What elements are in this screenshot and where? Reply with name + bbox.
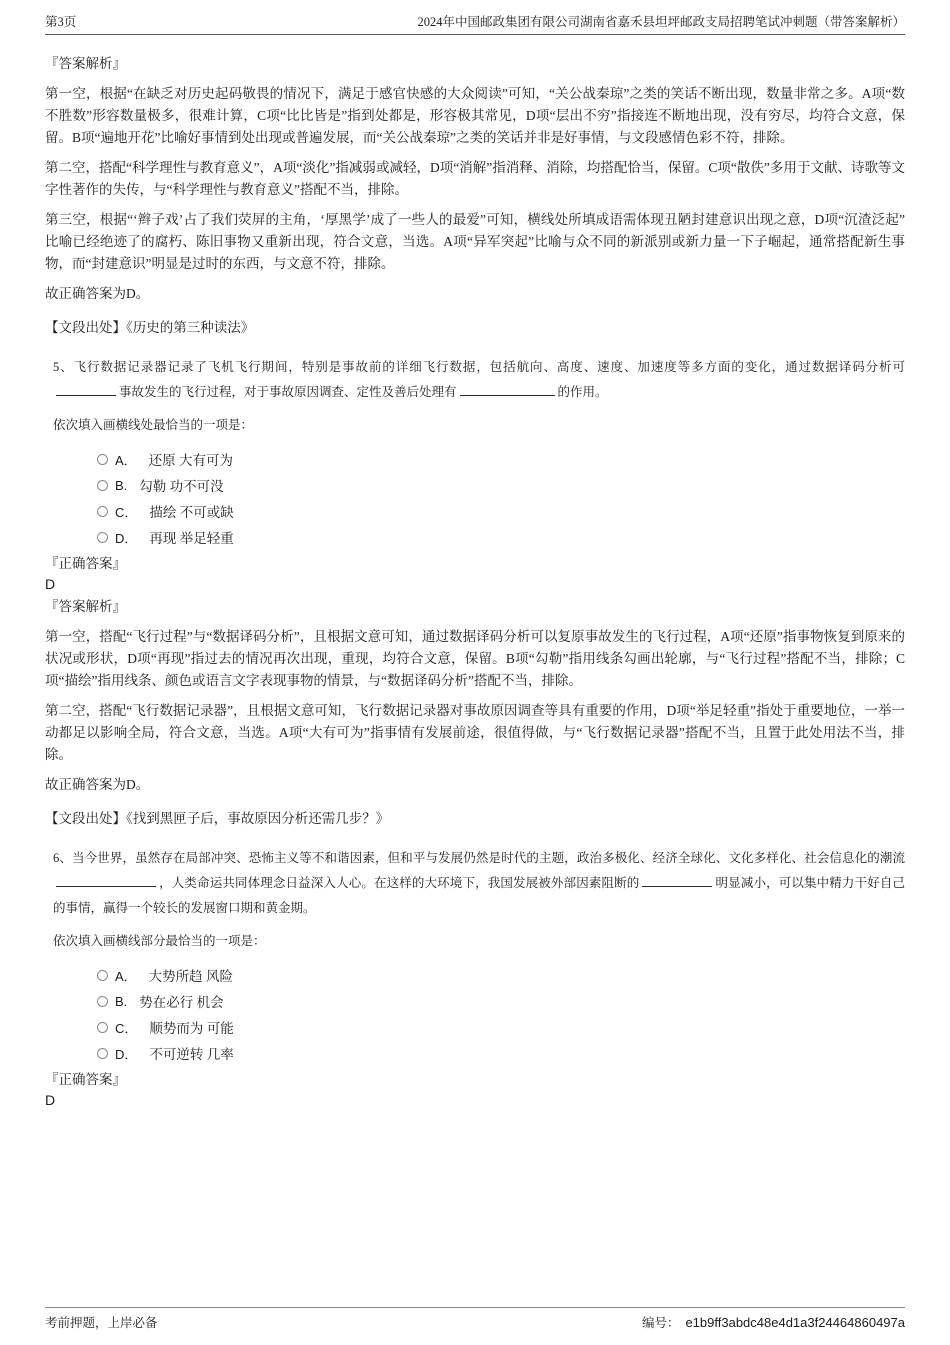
analysis-paragraph: 第二空，搭配“科学理性与教育意义”，A项“淡化”指减弱或减轻，D项“消解”指消释、消除，均搭配恰当，保留。C项“散佚”多用于文献、诗歌等文字性著作的失传，与“科学理性与教育意义”搭配不当，排除。 <box>45 160 905 197</box>
option-letter: A． <box>115 968 137 984</box>
question-5-options-group <box>97 446 905 550</box>
analysis-paragraph: 第二空，搭配“飞行数据记录器”，且根据文意可知，飞行数据记录器对事故原因调查等具有重要的作用，D项“举足轻重”指处于重要地位，一举一动都足以影响全局，符合文意，当选。A项“大有可为”指事情有发展前途，很值得做，与“飞行数据记录器”搭配不当，且置于此处用法不当，排除。 <box>45 703 905 762</box>
option-text: 大势所趋 风险 <box>148 969 234 984</box>
question-6-option-c[interactable] <box>97 1014 905 1040</box>
radio-button-icon[interactable] <box>97 454 108 465</box>
option-letter: A． <box>115 452 137 468</box>
fill-blank-underline <box>460 382 555 396</box>
question-5-stem <box>45 355 905 405</box>
question-5-option-d[interactable] <box>97 524 905 550</box>
page-content <box>45 53 905 1110</box>
question-5-prompt: 依次填入画横线处最恰当的一项是： <box>53 418 254 432</box>
footer-slogan: 考前押题，上岸必备 <box>45 1316 158 1330</box>
option-text: 顺势而为 可能 <box>149 1021 234 1036</box>
document-code-label: 编号： <box>641 1316 680 1330</box>
question-5-stem-part3: 的作用。 <box>557 385 608 399</box>
option-letter: B. <box>115 477 128 493</box>
option-text: 勾勒 功不可没 <box>139 479 224 494</box>
fill-blank-underline <box>56 382 116 396</box>
option-letter: B. <box>115 993 128 1009</box>
question-5-option-b[interactable] <box>97 472 905 498</box>
question-6-stem-part1: 6、当今世界，虽然存在局部冲突、恐怖主义等不和谐因素，但和平与发展仍然是时代的主题，政治多极化、经济全球化、文化多样化、社会信息化的潮流 <box>53 851 905 865</box>
radio-button-icon[interactable] <box>97 532 108 543</box>
correct-answer-value: D <box>45 1092 56 1108</box>
option-letter: C． <box>115 1020 138 1036</box>
option-letter: C． <box>115 504 138 520</box>
page-footer <box>45 1307 905 1331</box>
question-5-option-a[interactable] <box>97 446 905 472</box>
question-6-stem <box>45 846 905 921</box>
radio-button-icon[interactable] <box>97 1022 108 1033</box>
option-letter: D． <box>115 530 138 546</box>
question-6-option-d[interactable] <box>97 1040 905 1066</box>
document-title: 2024年中国邮政集团有限公司湖南省嘉禾县坦坪邮政支局招聘笔试冲刺题（带答案解析） <box>417 15 905 29</box>
question-5-option-c[interactable] <box>97 498 905 524</box>
option-text: 再现 举足轻重 <box>149 531 234 546</box>
fill-blank-underline <box>56 873 156 887</box>
analysis-paragraph: 第一空，搭配“飞行过程”与“数据译码分析”，且根据文意可知，通过数据译码分析可以复原事故发生的飞行过程，A项“还原”指事物恢复到原来的状况或形状，D项“再现”指过去的情况再次出现，重现，均符合文意，保留。B项“勾勒”指用线条勾画出轮廓，与“飞行过程”搭配不当，排除；C项“描绘”指用线条、颜色或语言文字表现事物的情景，与“数据译码分析”搭配不当，排除。 <box>45 629 905 688</box>
question-5-stem-part1: 5、飞行数据记录器记录了飞机飞行期间，特别是事故前的详细飞行数据，包括航向、高度、速度、加速度等多方面的变化，通过数据译码分析可 <box>53 360 905 374</box>
correct-answer-label: 『正确答案』 <box>45 556 126 571</box>
page-header <box>45 0 905 35</box>
question-6-option-a[interactable] <box>97 962 905 988</box>
source-reference: 【文段出处】《找到黑匣子后，事故原因分析还需几步？》 <box>45 811 390 826</box>
option-text: 不可逆转 几率 <box>149 1047 234 1062</box>
analysis-section-label: 『答案解析』 <box>45 56 126 71</box>
radio-button-icon[interactable] <box>97 970 108 981</box>
analysis-paragraph: 第一空，根据“在缺乏对历史起码敬畏的情况下，满足于感官快感的大众阅读”可知，“关公战秦琼”之类的笑话不断出现，数量非常之多。A项“数不胜数”形容数量极多，很难计算，C项“比比皆是”指到处都是，形容极其常见，D项“层出不穷”指接连不断地出现，没有穷尽，均符合文意，保留。B项“遍地开花”比喻好事情到处出现或普遍发展，而“关公战秦琼”之类的笑话并非是好事情，与文段感情色彩不符，排除。 <box>45 86 905 145</box>
option-text: 描绘 不可或缺 <box>149 505 234 520</box>
conclusion-text: 故正确答案为D。 <box>45 286 150 301</box>
page-number: 第3页 <box>45 15 77 29</box>
question-6-options-group <box>97 962 905 1066</box>
option-text: 势在必行 机会 <box>139 995 224 1010</box>
option-letter: D． <box>115 1046 138 1062</box>
option-text: 还原 大有可为 <box>148 453 234 468</box>
question-6-option-b[interactable] <box>97 988 905 1014</box>
conclusion-text: 故正确答案为D。 <box>45 777 150 792</box>
correct-answer-value: D <box>45 576 56 592</box>
question-6-prompt: 依次填入画横线部分最恰当的一项是： <box>53 934 266 948</box>
question-5-stem-part2: 事故发生的飞行过程，对于事故原因调查、定性及善后处理有 <box>119 385 457 399</box>
radio-button-icon[interactable] <box>97 480 108 491</box>
analysis-paragraph: 第三空，根据“‘辫子戏’占了我们荧屏的主角，‘厚黑学’成了一些人的最爱”可知，横线处所填成语需体现丑陋封建意识出现之意，D项“沉渣泛起”比喻已经绝迹了的腐朽、陈旧事物又重新出现，符合文意，当选。A项“异军突起”比喻与众不同的新派别或新力量一下子崛起，通常搭配新生事物，而“封建意识”明显是过时的东西，与文意不符，排除。 <box>45 212 905 271</box>
source-reference: 【文段出处】《历史的第三种读法》 <box>45 320 255 335</box>
analysis-section-label: 『答案解析』 <box>45 599 126 614</box>
question-6-stem-part3: 明显减小，可以集中精力干好自己的事情，赢得一个较长的发展窗口期和黄金期。 <box>53 876 905 915</box>
fill-blank-underline <box>642 873 712 887</box>
radio-button-icon[interactable] <box>97 506 108 517</box>
correct-answer-label: 『正确答案』 <box>45 1072 126 1087</box>
radio-button-icon[interactable] <box>97 1048 108 1059</box>
document-code <box>642 1313 905 1331</box>
radio-button-icon[interactable] <box>97 996 108 1007</box>
document-code-value: e1b9ff3abdc48e4d1a3f24464860497a <box>685 1315 905 1330</box>
question-6-stem-part2: ，人类命运共同体理念日益深入人心。在这样的大环境下，我国发展被外部因素阻断的 <box>159 876 640 890</box>
